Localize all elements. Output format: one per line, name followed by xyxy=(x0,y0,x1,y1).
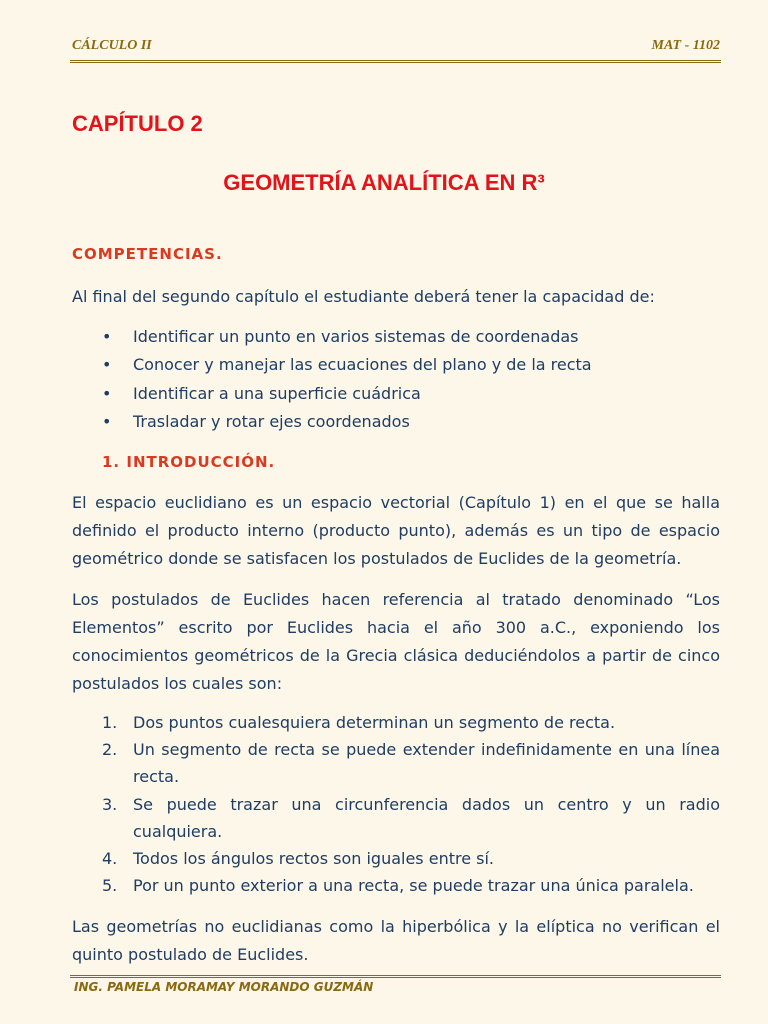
postulado-item xyxy=(72,791,720,845)
header-course-name: CÁLCULO II xyxy=(72,38,152,53)
bullet-item xyxy=(72,351,720,378)
bullet-icon: • xyxy=(102,412,112,431)
postulado-number: 3. xyxy=(102,795,118,814)
postulado-text: Todos los ángulos rectos son iguales entre sí. xyxy=(133,849,495,868)
bullet-item xyxy=(72,380,720,407)
bullet-text: Identificar a una superficie cuádrica xyxy=(133,384,421,403)
postulado-text: Se puede trazar una circunferencia dados un centro y un radio cualquiera. xyxy=(133,795,720,841)
introduccion-heading: 1. INTRODUCCIÓN. xyxy=(102,453,276,471)
postulado-item xyxy=(72,872,720,899)
introduccion-paragraph-3: Las geometrías no euclidianas como la hiperbólica y la elíptica no verifican el quinto postulado de Euclides. xyxy=(72,917,720,964)
header-divider xyxy=(70,60,721,63)
footer-author: ING. PAMELA MORAMAY MORANDO GUZMÁN xyxy=(74,980,374,994)
bullet-text: Identificar un punto en varios sistemas de coordenadas xyxy=(133,327,579,346)
bullet-icon: • xyxy=(102,327,112,346)
header-course-code: MAT - 1102 xyxy=(651,38,720,53)
postulado-item xyxy=(72,736,720,790)
postulado-number: 2. xyxy=(102,740,118,759)
competencias-intro: Al final del segundo capítulo el estudiante deberá tener la capacidad de: xyxy=(72,287,655,306)
footer-divider xyxy=(70,975,721,978)
postulado-item xyxy=(72,845,720,872)
bullet-text: Trasladar y rotar ejes coordenados xyxy=(133,412,410,431)
chapter-label: CAPÍTULO 2 xyxy=(72,111,203,136)
postulado-text: Dos puntos cualesquiera determinan un segmento de recta. xyxy=(133,713,616,732)
bullet-item xyxy=(72,323,720,350)
competencias-heading: COMPETENCIAS. xyxy=(72,245,223,263)
postulado-number: 4. xyxy=(102,849,118,868)
postulado-text: Por un punto exterior a una recta, se puede trazar una única paralela. xyxy=(133,876,694,895)
postulado-number: 1. xyxy=(102,713,118,732)
bullet-icon: • xyxy=(102,355,112,374)
bullet-icon: • xyxy=(102,384,112,403)
chapter-title: GEOMETRÍA ANALÍTICA EN R³ xyxy=(223,170,545,195)
introduccion-paragraph-1: El espacio euclidiano es un espacio vectorial (Capítulo 1) en el que se halla definido el producto interno (producto punto), además es un tipo de espacio geométrico donde se satisfacen los postulados de Euclides de la geometría. xyxy=(72,493,720,568)
postulado-text: Un segmento de recta se puede extender indefinidamente en una línea recta. xyxy=(133,740,720,786)
bullet-item xyxy=(72,408,720,435)
bullet-text: Conocer y manejar las ecuaciones del plano y de la recta xyxy=(133,355,592,374)
introduccion-paragraph-2: Los postulados de Euclides hacen referencia al tratado denominado “Los Elementos” escrito por Euclides hacia el año 300 a.C., exponiendo los conocimientos geométricos de la Grecia clásica deduciéndolos a partir de cinco postulados los cuales son: xyxy=(72,590,720,693)
postulado-number: 5. xyxy=(102,876,118,895)
postulado-item xyxy=(72,709,720,736)
